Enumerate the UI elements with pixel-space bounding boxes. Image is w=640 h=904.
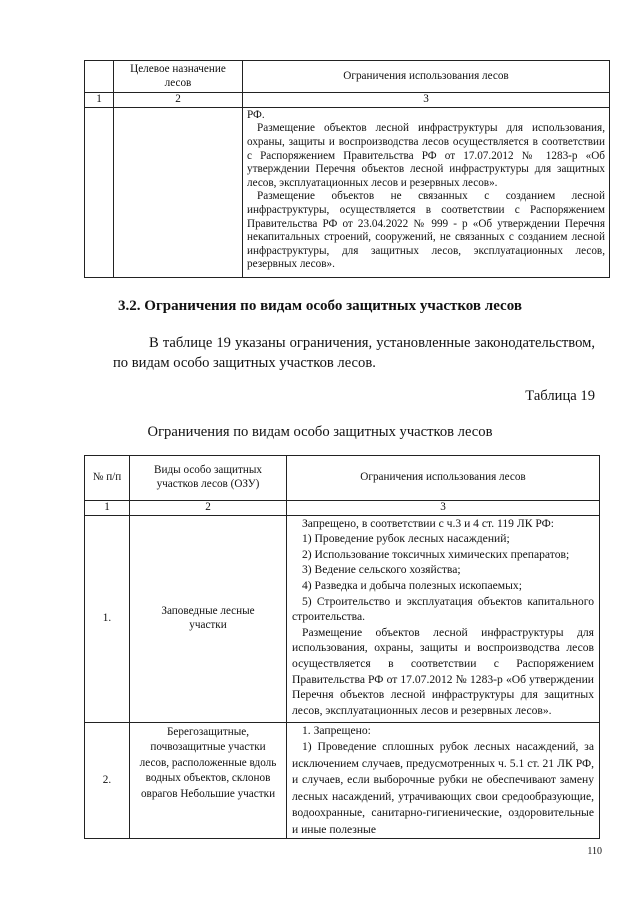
ozu-type: Берегозащитные, почвозащитные участки лесов, расположенные вдоль водных объектов, склонов оврагов Небольшие участки xyxy=(130,722,287,839)
header-restrictions: Ограничения использования лесов xyxy=(287,456,600,501)
ozu-type: Заповедные лесные участки xyxy=(130,515,287,722)
restriction-paragraph: 1. Запрещено: xyxy=(302,723,371,737)
restriction-paragraph: Размещение объектов лесной инфраструктуры для использования, охраны, защиты и воспроизводства лесов осуществляется в соответствии с Распоряжением Правительства РФ от 17.07.2012 № 1283-р «Об утверждении Перечня объектов лесной инфраструктуры для защитных лесов, эксплуатационных лесов и резервных лесов». xyxy=(247,122,605,189)
restriction-paragraph: 4) Разведка и добыча полезных ископаемых; xyxy=(302,578,522,592)
col-number-3: 3 xyxy=(287,501,600,516)
col-number-1: 1 xyxy=(85,501,130,516)
row-number: 2. xyxy=(85,722,130,839)
restrictions-cell xyxy=(287,722,600,839)
row-restrictions-cell xyxy=(243,107,610,277)
restriction-paragraph: 5) Строительство и эксплуатация объектов капитального строительства. xyxy=(292,594,594,624)
restriction-paragraph: РФ. xyxy=(247,108,265,121)
col-number-3: 3 xyxy=(243,93,610,108)
table-19 xyxy=(84,455,600,839)
table-row xyxy=(85,515,600,722)
table-row xyxy=(85,722,600,839)
restrictions-cell xyxy=(287,515,600,722)
header-ozu-types: Виды особо защитных участков лесов (ОЗУ) xyxy=(130,456,287,501)
restriction-paragraph: 2) Использование токсичных химических препаратов; xyxy=(302,547,570,561)
restriction-paragraph: 1) Проведение рубок лесных насаждений; xyxy=(302,532,510,546)
col-number-2: 2 xyxy=(130,501,287,516)
table-label: Таблица 19 xyxy=(525,388,595,404)
row-number: 1. xyxy=(85,515,130,722)
col-number-1: 1 xyxy=(85,93,114,108)
intro-paragraph: В таблице 19 указаны ограничения, установленные законодательством, по видам особо защитных участков лесов. xyxy=(113,335,595,371)
header-number: № п/п xyxy=(85,456,130,501)
restriction-paragraph: Размещение объектов не связанных с созданием лесной инфраструктуры, осуществляется в соответствии с Распоряжением Правительства РФ от 23.04.2022 № 999 - р «Об утверждении Перечня некапитальных строений, сооружений, не связанных с созданием лесной инфраструктуры, для защитных лесов, эксплуатационных лесов, резервных лесов». xyxy=(247,190,605,271)
row-purpose-cell xyxy=(114,107,243,277)
header-cell-empty xyxy=(85,61,114,93)
header-purpose: Целевое назначение лесов xyxy=(114,61,243,93)
restriction-paragraph: Размещение объектов лесной инфраструктуры для использования, охраны, защиты и воспроизводства лесов осуществляется в соответствии с Распоряжением Правительства РФ от 17.07.2012 № 1283-р «Об утверждении Перечня объектов лесной инфраструктуры для защитных лесов, эксплуатационных лесов и резервных лесов». xyxy=(292,625,594,717)
row-number-cell xyxy=(85,107,114,277)
header-restrictions: Ограничения использования лесов xyxy=(243,61,610,93)
restriction-paragraph: 1) Проведение сплошных рубок лесных насаждений, за исключением случаев, предусмотренных ч. 5.1 ст. 21 ЛК РФ, и случаев, если выборочные рубки не обеспечивают замену лесных насаждений, утрачивающих свои средообразующие, водоохранные, санитарно-гигиенические, оздоровительные и иные полезные xyxy=(292,740,594,836)
restriction-paragraph: Запрещено, в соответствии с ч.3 и 4 ст. 119 ЛК РФ: xyxy=(302,516,554,530)
table-continuation xyxy=(84,60,610,278)
col-number-2: 2 xyxy=(114,93,243,108)
section-heading: 3.2. Ограничения по видам особо защитных участков лесов xyxy=(118,298,522,314)
table-caption: Ограничения по видам особо защитных участков лесов xyxy=(147,424,493,440)
page-number: 110 xyxy=(587,846,602,857)
restriction-paragraph: 3) Ведение сельского хозяйства; xyxy=(302,563,461,577)
